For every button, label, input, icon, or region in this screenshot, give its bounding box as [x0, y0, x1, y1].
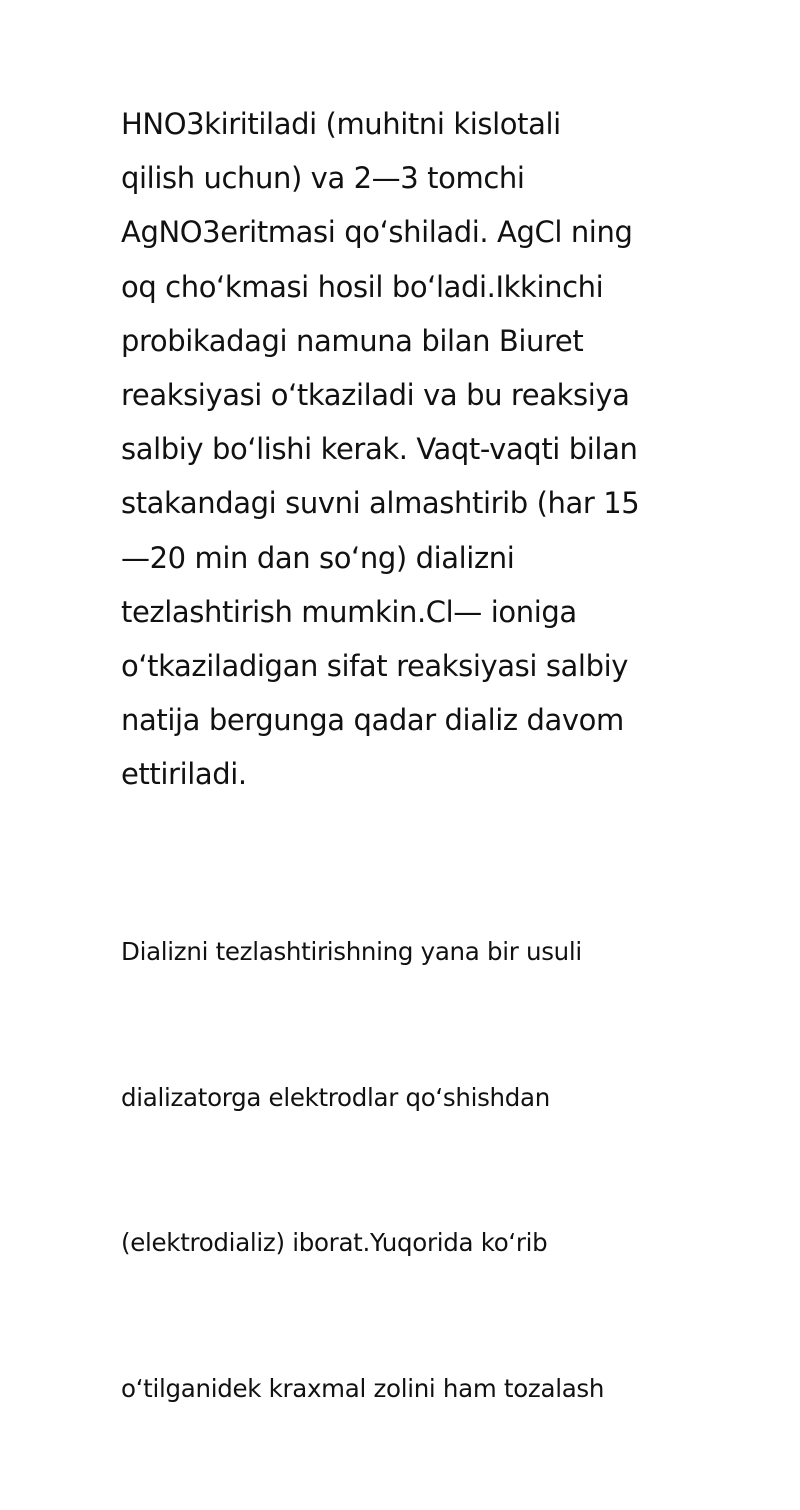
paragraph-1-line: probikadagi namuna bilan Biuret [121, 323, 584, 358]
paragraph-1-line: stakandagi suvni almashtirib (har 15 [121, 486, 640, 521]
paragraph-2-line: (elektrodializ) iborat.Yuqorida koʻrib [121, 1228, 548, 1257]
paragraph-1-line: —20 min dan soʻng) dializni [121, 540, 515, 575]
paragraph-1-line: tezlashtirish mumkin.Cl— ioniga [121, 594, 577, 629]
paragraph-1-line: natija bergunga qadar dializ davom [121, 703, 624, 738]
paragraph-2 [121, 831, 721, 1510]
paragraph-1-line: oʻtkaziladigan sifat reaksiyasi salbiy [121, 649, 629, 684]
paragraph-1-line: oq choʻkmasi hosil boʻladi.Ikkinchi [121, 269, 604, 304]
paragraph-1-line: AgNO3eritmasi qoʻshiladi. AgCl ning [121, 215, 633, 250]
paragraph-1-line: qilish uchun) va 2—3 tomchi [121, 161, 525, 196]
paragraph-1-line: salbiy boʻlishi kerak. Vaqt-vaqti bilan [121, 432, 638, 467]
paragraph-2-line: dializatorga elektrodlar qoʻshishdan [121, 1082, 550, 1112]
paragraph-1-line: ettiriladi. [121, 757, 247, 792]
paragraph-1 [121, 97, 721, 802]
paragraph-1-line: reaksiyasi oʻtkaziladi va bu reaksiya [121, 378, 630, 413]
paragraph-1-line: HNO3kiritiladi (muhitni kislotali [121, 107, 561, 141]
paragraph-2-line: oʻtilganidek kraxmal zolini ham tozalash [121, 1373, 605, 1403]
paragraph-2-line: Dializni tezlashtirishning yana bir usuli [121, 937, 582, 966]
